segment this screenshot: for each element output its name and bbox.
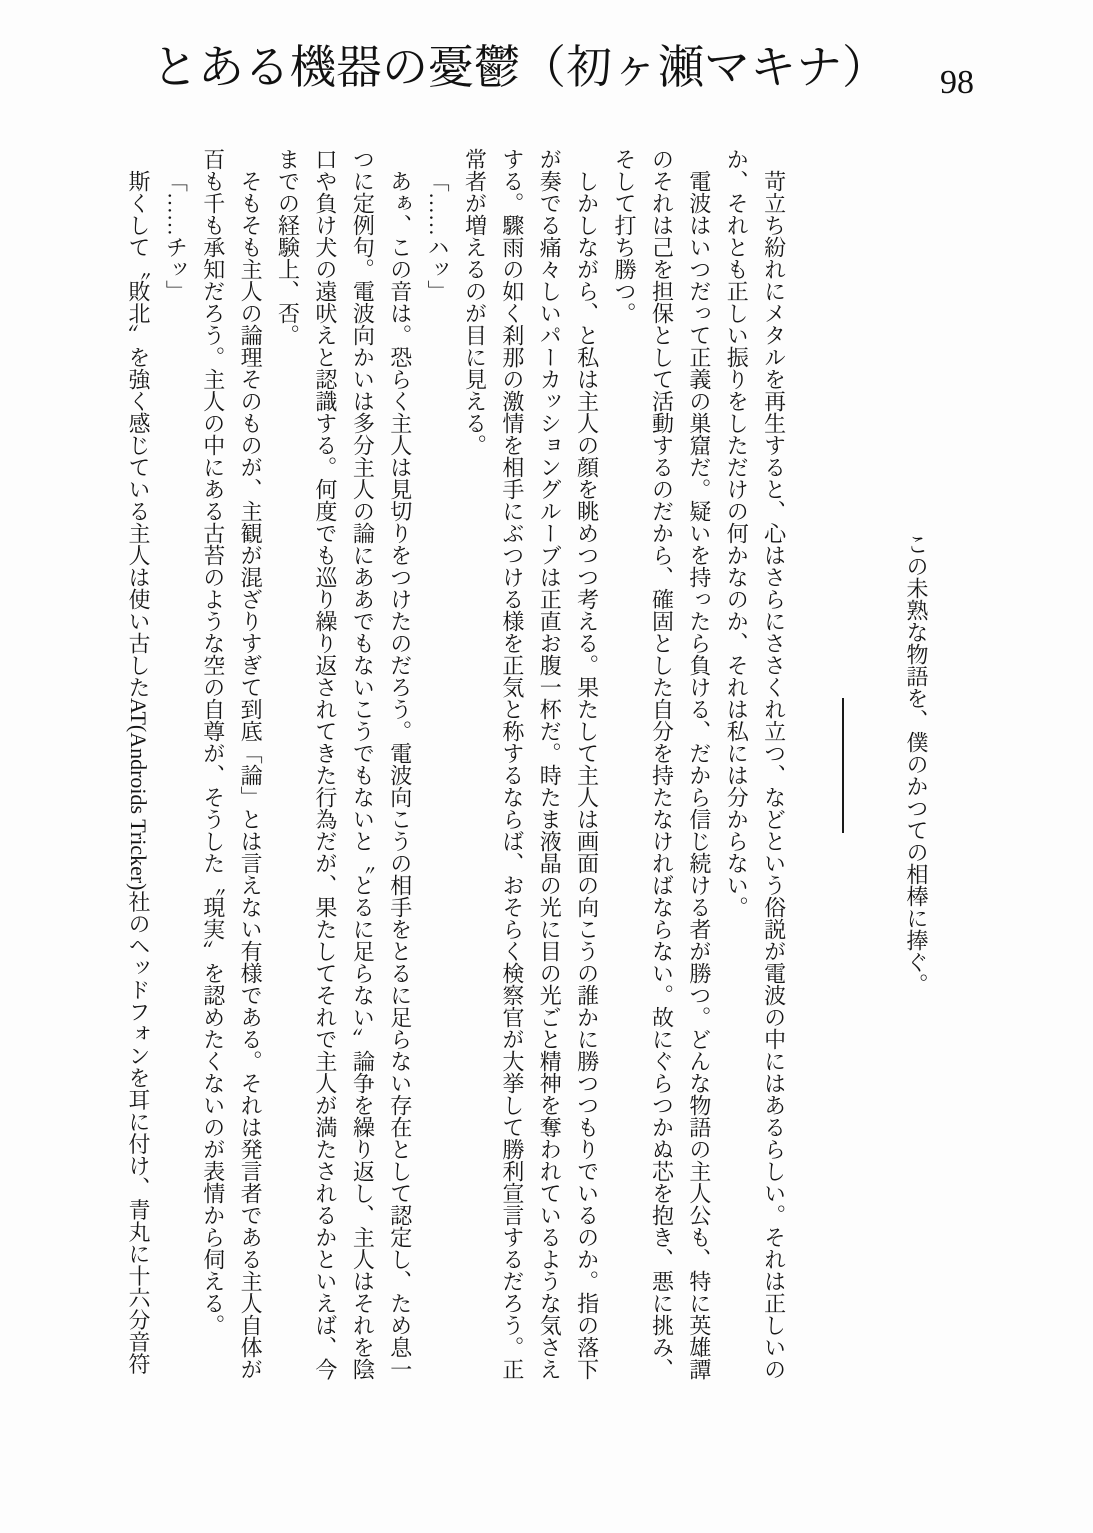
paragraph: しかしながら、と私は主人の顔を眺めつつ考える。果たして主人は画面の向こうの誰かに勝つつもりでいるのか。指の落下が奏でる痛々しいパーカッショングルーブは正直お腹一杯だ。時たま液晶の光に目の光ごと精神を奪われているような気さえする。驟雨の如く刹那の激情を相手にぶつける様を正気と称するならば、おそらく検察官が大挙して勝利宣言するだろう。正常者が増えるのが目に見える。 (462, 148, 600, 1380)
paragraph: 斯くして〝敗北〟を強く感じている主人は使い古したAT(Androids Tricker)社のヘッドフォンを耳に付け、青丸に十六分音符 (125, 170, 151, 1375)
paragraph: そもそも主人の論理そのものが、主観が混ざりすぎて到底「論」とは言えない有様である。それは発言者である主人自体が百も千も承知だろう。主人の中にある古苔のような空の自尊が、そうした〝現実〟を認めたくないのが表情から伺える。 (200, 148, 264, 1380)
paragraph-sfx-quote: 「……ハッ」 (425, 170, 451, 302)
dedication-line: この未熟な物語を、僕のかつての相棒に捧ぐ。 (904, 533, 929, 995)
paragraph: 電波はいつだって正義の巣窟だ。疑いを持ったら負ける、だから信じ続ける者が勝つ。どんな物語の主人公も、特に英雄譚のそれは己を担保として活動するのだから、確固とした自分を持たなければならない。故にぐらつかぬ芯を抱き、悪に挑み、そして打ち勝つ。 (612, 148, 712, 1380)
paragraph: あぁ、この音は。恐らく主人は見切りをつけたのだろう。電波向こうの相手をとるに足らない存在として認定し、ため息一つに定例句。電波向かいは多分主人の論にああでもないこうでもないと〝とるに足らない〟論争を繰り返し、主人はそれを陰口や負け犬の遠吠えと認識する。何度でも巡り繰り返されてきた行為だが、果たしてそれで主人が満たされるかといえば、今までの経験上、否。 (275, 148, 413, 1380)
vertical-text-body (105, 148, 935, 1398)
paragraph: 苛立ち紛れにメタルを再生すると、心はさらにささくれ立つ、などという俗説が電波の中にはあるらしい。それは正しいのか、それとも正しい振りをしただけの何かなのか、それは私には分からない。 (724, 148, 787, 1380)
paragraph-sfx-quote: 「……チッ」 (163, 170, 189, 302)
section-divider-line (842, 698, 844, 833)
page-number: 98 (940, 64, 974, 101)
page-title: とある機器の憂鬱（初ヶ瀬マキナ） (152, 41, 888, 93)
